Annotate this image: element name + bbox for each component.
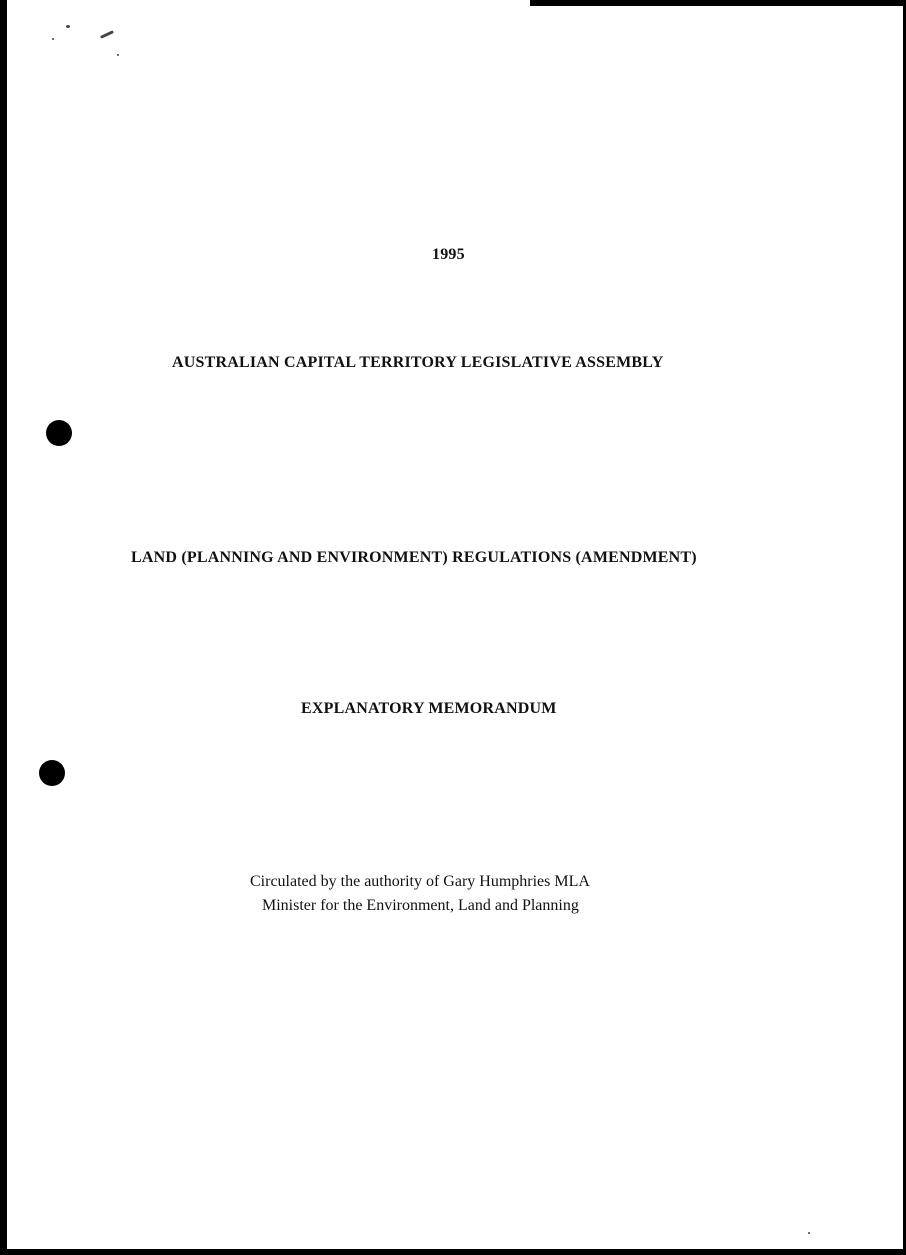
- punch-hole-bottom: [39, 760, 65, 786]
- scan-speck: [808, 1232, 810, 1234]
- scan-edge-left: [0, 0, 7, 1255]
- scan-edge-top: [530, 0, 906, 6]
- scan-speck: [117, 54, 119, 56]
- regulation-title: LAND (PLANNING AND ENVIRONMENT) REGULATIONS (AMENDMENT): [131, 549, 697, 566]
- scan-edge-bottom: [0, 1249, 906, 1255]
- punch-hole-top: [46, 420, 72, 446]
- assembly-heading: AUSTRALIAN CAPITAL TERRITORY LEGISLATIVE ASSEMBLY: [172, 354, 664, 371]
- scan-speck: [52, 38, 54, 40]
- scan-speck: [66, 25, 70, 28]
- minister-line: Minister for the Environment, Land and Planning: [262, 897, 579, 914]
- document-type-heading: EXPLANATORY MEMORANDUM: [301, 700, 557, 717]
- scan-speck: [100, 30, 114, 39]
- circulated-by-line: Circulated by the authority of Gary Humphries MLA: [250, 873, 590, 890]
- document-year: 1995: [432, 246, 465, 263]
